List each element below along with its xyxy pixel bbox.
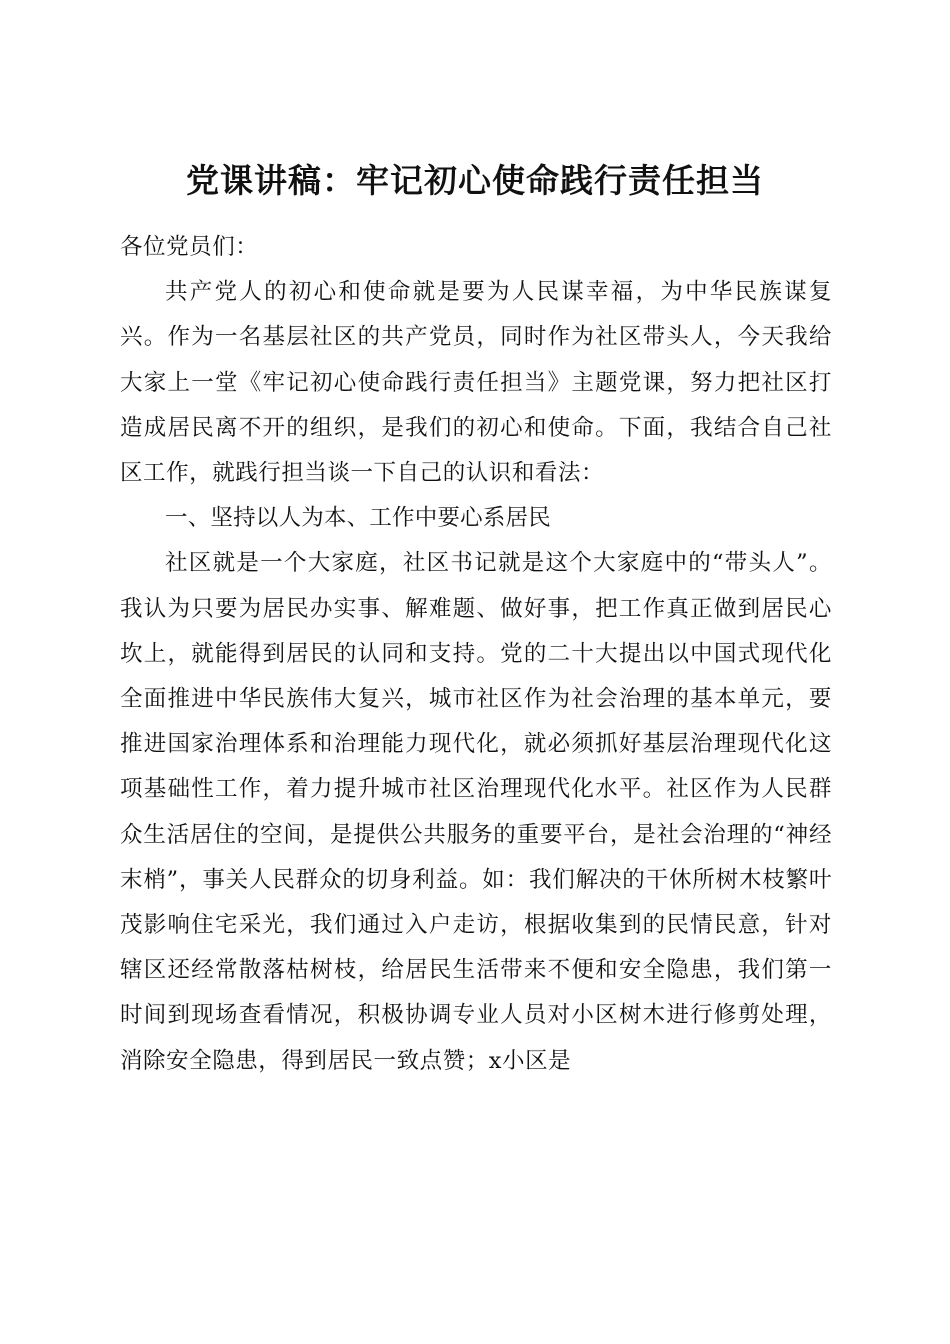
paragraph-section-1: 社区就是一个大家庭，社区书记就是这个大家庭中的“带头人”。我认为只要为居民办实事、解难题、做好事，把工作真正做到居民心坎上，就能得到居民的认同和支持。党的二十大提出以中国式现代化全面推进中华民族伟大复兴，城市社区作为社会治理的基本单元，要推进国家治理体系和治理能力现代化，就必须抓好基层治理现代化这项基础性工作，着力提升城市社区治理现代化水平。社区作为人民群众生活居住的空间，是提供公共服务的重要平台，是社会治理的“神经末梢”，事关人民群众的切身利益。如：我们解决的干休所树木枝繁叶茂影响住宅采光，我们通过入户走访，根据收集到的民情民意，针对辖区还经常散落枯树枝，给居民生活带来不便和安全隐患，我们第一时间到现场查看情况，积极协调专业人员对小区树木进行修剪处理，消除安全隐患，得到居民一致点赞；x小区是	[120, 550, 832, 1074]
section-heading-1: 一、坚持以人为本、工作中要心系居民	[165, 505, 551, 532]
paragraph-intro: 共产党人的初心和使命就是要为人民谋幸福，为中华民族谋复兴。作为一名基层社区的共产党员，同时作为社区带头人，今天我给大家上一堂《牢记初心使命践行责任担当》主题党课，努力把社区打造成居民离不开的组织，是我们的初心和使命。下面，我结合自己社区工作，就践行担当谈一下自己的认识和看法：	[120, 279, 832, 487]
salutation: 各位党员们：	[120, 234, 259, 260]
document-title: 党课讲稿：牢记初心使命践行责任担当	[186, 161, 764, 201]
document-body	[120, 225, 832, 1084]
